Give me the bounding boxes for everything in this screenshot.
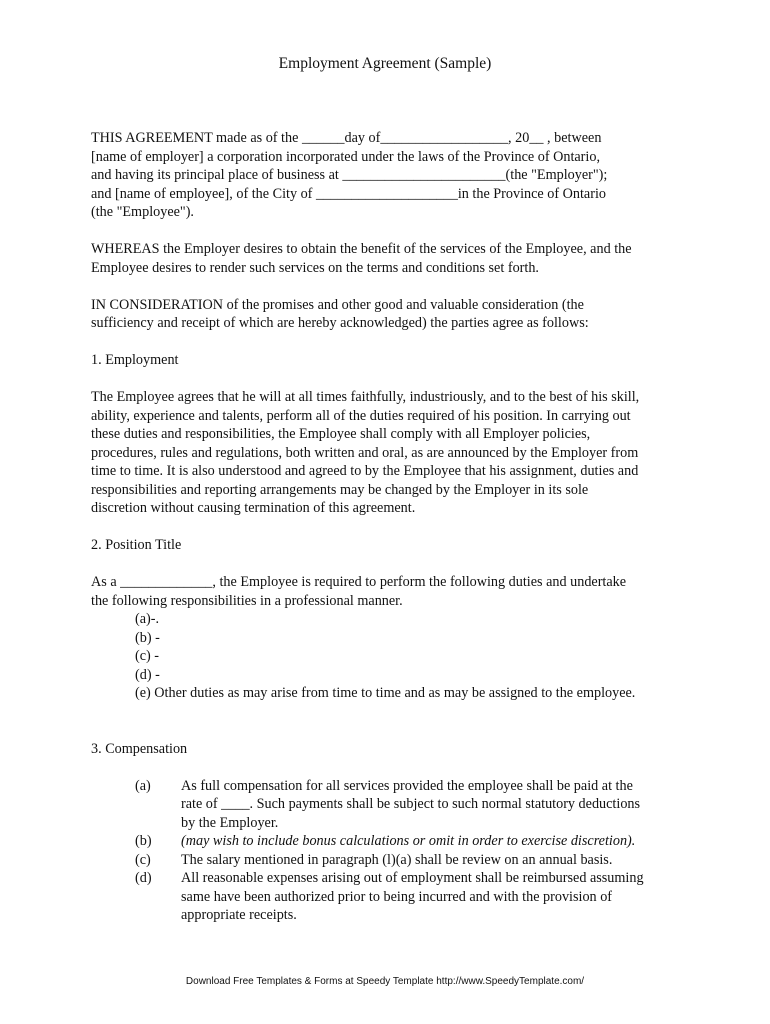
section-heading-compensation: 3. Compensation	[91, 740, 188, 757]
spacer	[91, 518, 691, 537]
whereas-line: WHEREAS the Employer desires to obtain the benefit of the services of the Employee, and the	[91, 241, 632, 257]
compensation-item-label: (c)	[135, 851, 151, 868]
employment-line: these duties and responsibilities, the Employee shall comply with all Employer policies,	[91, 426, 591, 442]
compensation-item	[91, 851, 691, 870]
compensation-item-text	[181, 777, 691, 833]
whereas-paragraph	[91, 240, 691, 277]
compensation-item-text	[181, 832, 691, 851]
employment-line: discretion without causing termination of this agreement.	[91, 500, 416, 516]
consideration-paragraph	[91, 296, 691, 333]
compensation-item	[91, 869, 691, 925]
compensation-line: by the Employer.	[181, 814, 279, 831]
consideration-line: IN CONSIDERATION of the promises and other good and valuable consideration (the	[91, 296, 584, 313]
duty-item: (e) Other duties as may arise from time to time and as may be assigned to the employee.	[135, 685, 636, 701]
spacer	[91, 370, 691, 389]
document-body	[91, 129, 691, 925]
section-heading-employment: 1. Employment	[91, 352, 179, 368]
page-title: Employment Agreement (Sample)	[278, 55, 492, 72]
consideration-line: sufficiency and receipt of which are hereby acknowledged) the parties agree as follows:	[91, 315, 589, 331]
position-line: As a _____________, the Employee is required to perform the following duties and undertake	[91, 574, 627, 590]
compensation-line: same have been authorized prior to being incurred and with the provision of	[181, 888, 613, 905]
spacer	[91, 555, 691, 574]
spacer	[91, 703, 691, 722]
spacer	[91, 333, 691, 352]
intro-line: [name of employer] a corporation incorporated under the laws of the Province of Ontario,	[91, 148, 600, 165]
spacer	[91, 758, 691, 777]
employment-line: The Employee agrees that he will at all times faithfully, industriously, and to the best of his skill,	[91, 389, 640, 405]
employment-line: time to time. It is also understood and agreed to by the Employee that his assignment, duties and	[91, 463, 639, 479]
compensation-line: rate of ____. Such payments shall be subject to such normal statutory deductions	[181, 796, 641, 812]
compensation-list	[91, 777, 691, 925]
spacer	[91, 277, 691, 296]
position-line: the following responsibilities in a professional manner.	[91, 592, 403, 609]
duty-item: (a)-.	[135, 611, 160, 627]
duty-item: (b) -	[135, 629, 160, 646]
duties-list	[91, 610, 691, 703]
intro-line: and having its principal place of business at _______________________(the "Employer");	[91, 167, 608, 183]
compensation-item-text	[181, 851, 691, 870]
spacer	[91, 222, 691, 241]
compensation-item-label: (b)	[135, 833, 152, 849]
compensation-item	[91, 777, 691, 833]
employment-line: ability, experience and talents, perform all of the duties required of his position. In carrying out	[91, 407, 631, 424]
duty-item: (c) -	[135, 648, 160, 664]
employment-line: procedures, rules and regulations, both written and oral, as are announced by the Employer from	[91, 444, 639, 461]
compensation-item-text	[181, 869, 691, 925]
intro-line: (the "Employee").	[91, 204, 194, 220]
section-heading-position-title: 2. Position Title	[91, 537, 182, 553]
compensation-line: appropriate receipts.	[181, 907, 297, 923]
compensation-line: As full compensation for all services provided the employee shall be paid at the	[181, 777, 633, 794]
whereas-line: Employee desires to render such services on the terms and conditions set forth.	[91, 259, 539, 276]
duty-item: (d) -	[135, 666, 160, 683]
compensation-item-label: (a)	[135, 777, 151, 794]
spacer	[91, 721, 691, 740]
position-paragraph	[91, 573, 691, 610]
page-footer: Download Free Templates & Forms at Speedy Template http://www.SpeedyTemplate.com/	[185, 976, 585, 987]
compensation-line: All reasonable expenses arising out of employment shall be reimbursed assuming	[181, 870, 644, 886]
compensation-line: The salary mentioned in paragraph (l)(a) shall be review on an annual basis.	[181, 851, 613, 868]
employment-paragraph	[91, 388, 691, 518]
employment-line: responsibilities and reporting arrangements may be changed by the Employer in its sole	[91, 481, 589, 498]
compensation-item	[91, 832, 691, 851]
compensation-item-label: (d)	[135, 870, 152, 886]
intro-line: and [name of employee], of the City of ____________________in the Province of Ontario	[91, 185, 606, 202]
compensation-line: (may wish to include bonus calculations or omit in order to exercise discretion).	[181, 833, 636, 849]
intro-paragraph	[91, 129, 691, 222]
intro-line: THIS AGREEMENT made as of the ______day of__________________, 20__ , between	[91, 130, 602, 146]
